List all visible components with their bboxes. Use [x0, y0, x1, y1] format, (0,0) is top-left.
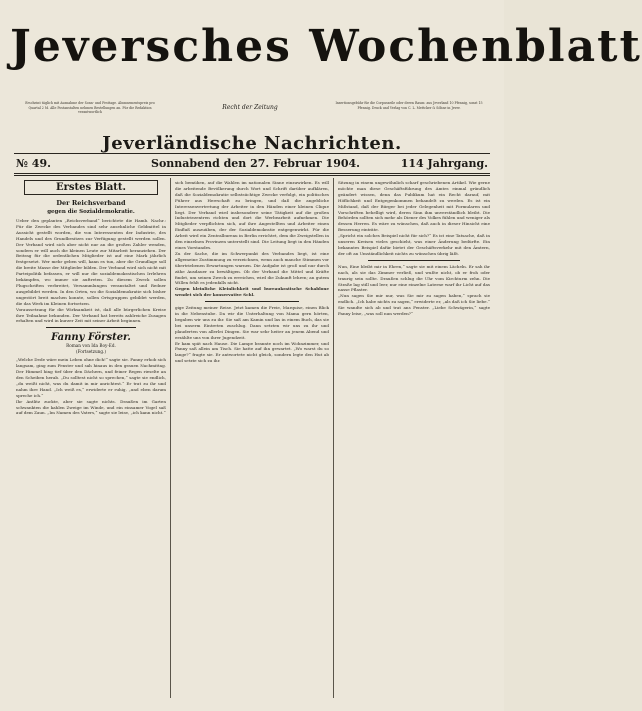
story-text: Er kam spät nach Hause. Die Lampe brannte noch im Wohnzimmer, und Fanny saß allein am Tisch. Sie hatte auf ihn gewartet. „Wo warst du so lange?“ fragte sie. Er antwortete nicht gleich, sondern legte den Hut ab und setzte sich zu ihr.: [175, 340, 329, 364]
divider: [46, 327, 136, 328]
masthead: [10, 18, 642, 90]
story-text: „Welche Dede wäre mein Leben ohne dich!“ sagte sie. Fanny erhob sich langsam, ging zum Fenster und sah hinaus in den grauen Nachmittag. Der Himmel hing tief über den Dächern, und feiner Regen rieselte an den Scheiben herab. „Du solltest nicht so sprechen,“ sagte sie endlich, „du weißt nicht, was du damit in mir anrichtest.“ Er trat zu ihr und nahm ihre Hand. „Ich weiß es,“ erwiderte er ruhig, „und eben darum spreche ich.“: [16, 357, 166, 398]
article-text: Ueber den geplanten „Reichsverband“ berichtete die Hamb. Nachr.: Für die Zwecke des Verbandes sind sehr ansehnliche Geldmittel in Aussicht gestellt worden, die von Interessenten der Industrie, des Handels und des Grundbesitzes zur Verfügung gestellt werden sollen. Der Verband wird sich aber nicht nur an die großen Zahler wenden, sondern er will auch die kleinen Leute zur Mitarbeit heranziehen. Der Beitrag für die ordentlichen Mitglieder ist auf eine Mark jährlich festgesetzt. Wer mehr geben will, kann es tun, aber die Grundlage soll die breite Masse der Mitglieder bilden. Der Verband wird sich nicht mit Parteipolitik befassen, er will nur die sozialdemokratischen Irrlehren bekämpfen, wo immer sie auftreten. Zu diesem Zweck sollen Flugschriften verbreitet, Versammlungen veranstaltet und Redner ausgebildet werden. In den Orten, wo die Sozialdemokratie sich bisher ungestört breit machen konnte, sollen Ortsgruppen gebildet werden, die das Werk im Kleinen fortsetzen.: [16, 218, 166, 306]
issue-number: № 49.: [16, 157, 51, 170]
column-rule: [170, 178, 171, 698]
story-title: Fanny Förster.: [51, 332, 131, 344]
bottom-rule-double: [14, 175, 490, 176]
bottom-rule: [14, 173, 490, 174]
column-2: [175, 180, 329, 700]
divider: [368, 260, 460, 261]
issue-info-bar: [16, 157, 488, 171]
column-rule: [333, 178, 334, 698]
top-rule: [14, 153, 490, 154]
article-text: Voraussetzung für die Wirksamkeit ist, daß alle bürgerlichen Kreise ihre Teilnahme bekunden. Der Verband hat bereits zahlreiche Zusagen erhalten und wird in kurzer Zeit mit seiner Arbeit beginnen.: [16, 306, 166, 324]
newspaper-title: Jeversches Wochenblatt: [10, 21, 642, 72]
issue-date: Sonnabend den 27. Februar 1904.: [151, 157, 360, 170]
article-lead: Gegen kleinliche Kleinlichkeit und bureaukratische Schablone wendet sich der konservative Schl.: [175, 286, 329, 298]
story-author: Roman von Ida Boy-Ed.: [66, 343, 116, 349]
insertion-note: Insertionsgebühr für die Corpuszeile oder deren Raum: aus Jeverland 10 Pfennig, sonst 15 Pfennig. Druck und Verlag von C. L. Mettcker & Söhne in Jever.: [335, 101, 483, 110]
article-text: sich bemühen, auf die Wahlen im nationalen Sinne einzuwirken. Es will die arbeitende Bevölkerung durch Wort und Schrift darüber aufklären, daß die Sozialdemokratie selbstsüchtige Zwecke verfolgt, ein politisches Führer aus Herrschaft zu bringen, und daß die angebliche Interessenvertretung der Arbeiter in den Händen einer kleinen Clique liegt. Der Verband wird insbesondere seine Tätigkeit auf die großen Industriezentren richten und dort die Werbearbeit aufnehmen. Die Mitglieder verpflichten sich, auf ihre Angestellten und Arbeiter einen Einfluß auszuüben, der der Sozialdemokratie entgegenwirkt. Für die Arbeit wird ein Zentralbureau in Berlin errichtet, dem die Zweigstellen in den einzelnen Provinzen unterstellt sind. Die Leitung liegt in den Händen eines Vorstandes.: [175, 180, 329, 250]
divider: [205, 301, 299, 302]
story-continuation: (Fortsetzung.): [75, 349, 107, 355]
column-1: [16, 180, 166, 700]
story-text: Nun, Eine bleibt mir in Ehren,“ sagte sie mit einem Lächeln. Er sah ihr nach, als sie das Zimmer verließ, und wußte nicht, ob er froh oder traurig sein sollte. Draußen schlug die Uhr vom Kirchturm zehn. Die Straße lag still und leer, nur eine einzelne Laterne warf ihr Licht auf das nasse Pflaster.: [338, 263, 490, 293]
article-subheadline: gegen die Sozialdemokratie.: [47, 209, 135, 215]
article-text: Zu der Sache, die im Schwerpunkt des Verbandes liegt, ist eine allgemeine Zustimmung zu verzeichnen, wenn auch manche Stimmen vor übertriebenen Erwartungen warnen. Die Aufgabe ist groß und nur durch zähe Ausdauer zu bewältigen. Ob der Verband die Mittel und Kräfte findet, um seinen Zweck zu erreichen, wird die Zukunft lehren; an gutem Willen fehlt es jedenfalls nicht.: [175, 250, 329, 286]
article-text: „Spricht ein solches Beispiel nicht für sich?“ Es ist eine Tatsache, daß in unseren Kreisen vieles geschieht, was einer Änderung bedürfte. Ein bekanntes Beispiel dafür bietet der Geschäftsverkehr mit den Ämtern, der oft an Umständlichkeit nichts zu wünschen übrig läßt.: [338, 233, 490, 256]
section-title: Erstes Blatt.: [24, 180, 158, 195]
masthead-subrow: [10, 101, 494, 131]
story-text: „Nun sagen Sie mir nur, was Sie mir zu sagen haben,“ sprach sie endlich. „Ich habe nichts zu sagen,“ erwiderte er, „als daß ich Sie liebe.“ Sie wandte sich ab und trat ans Fenster. „Liebe Schwägerin,“ sagte Fanny leise, „was soll nun werden?“: [338, 293, 490, 317]
subscription-note: Erscheint täglich mit Ausnahme der Sonn- und Festtage. Abonnementspreis pro Quartal 2 M. Alle Postanstalten nehmen Bestellungen an. Für die Redaktion verantwortlich: [25, 101, 155, 115]
story-text: gige Zeitung meiner Reise. Jetzt kamen die Freie, Marquise, einen Blick in die Nebenstube. Da wir die Unterhaltung von Mama gern hörten, begaben wir uns zu ihr. Sie saß am Kamin und las in einem Buch, das sie bei unserm Eintreten zuschlug. Dann setzten wir uns zu ihr und plauderten von allerlei Dingen. Sie war sehr heiter an jenem Abend und erzählte uns von ihrer Jugendzeit.: [175, 305, 329, 340]
column-3: [338, 180, 490, 700]
article-text: Sitzung in einem ungewöhnlich scharf geschriebenen Artikel. Wie gerne möchte man diese Geschäftsführung des Amtes einmal gründlich geändert wissen, denn das Publikum hat ein Recht darauf, mit Höflichkeit und Entgegenkommen behandelt zu werden. Es ist ein Mißstand, daß der Bürger bei jeder Gelegenheit mit Formularen und Vorschriften behelligt wird, deren Sinn ihm unverständlich bleibt. Die Behörden sollten sich mehr als Diener des Volkes fühlen und weniger als dessen Herren. Es wäre zu wünschen, daß auch in dieser Hinsicht eine Besserung einträte.: [338, 180, 490, 233]
issue-year: 114 Jahrgang.: [400, 157, 488, 170]
newspaper-subtitle: Jeverländische Nachrichten.: [102, 133, 402, 154]
recht-label: Recht der Zeitung: [222, 104, 278, 111]
story-text: Ihr Antlitz zuckte, aber sie sagte nichts. Draußen im Garten schwankten die kahlen Zweige im Winde, und ein einsamer Vogel saß auf dem Zaun. „Im Namen des Vaters,“ sagte sie leise, „ich kann nicht.“: [16, 398, 166, 416]
article-headline: Der Reichsverband: [56, 199, 126, 207]
